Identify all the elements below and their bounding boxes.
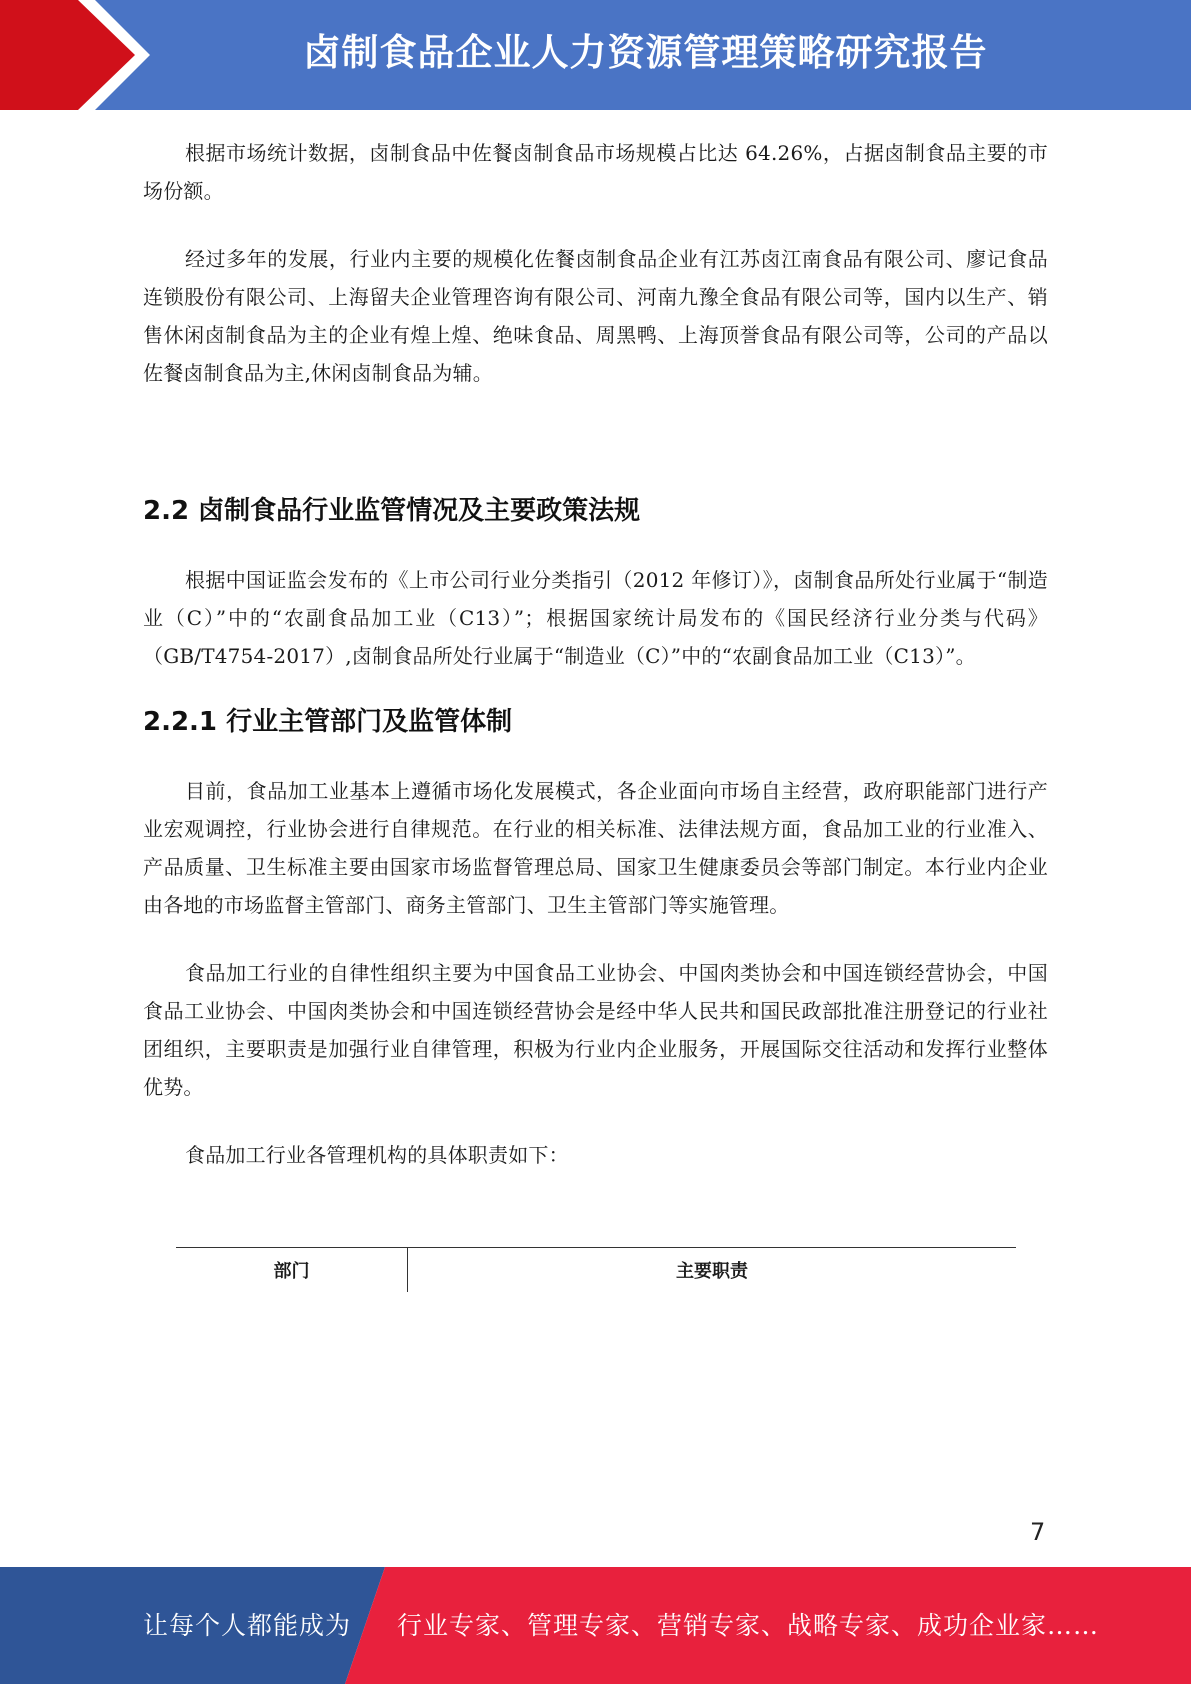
- section-heading-2-2: 2.2 卤制食品行业监管情况及主要政策法规: [143, 496, 641, 526]
- paragraph-industry-classification: 根据中国证监会发布的《上市公司行业分类指引（2012 年修订）》，卤制食品所处行业属于“制造业（C）”中的“农副食品加工业（C13）”；根据国家统计局发布的《国民经济行业分类与代码》（GB/T4754-2017）,卤制食品所处行业属于“制造业（C）”中的“农副食品加工业（C13）”。: [143, 568, 1048, 668]
- responsibility-table: [176, 1247, 1016, 1292]
- footer-slogan-right: 行业专家、管理专家、营销专家、战略专家、成功企业家……: [397, 1611, 1100, 1640]
- report-title: 卤制食品企业人力资源管理策略研究报告: [303, 31, 988, 74]
- page-header: [0, 0, 1191, 110]
- paragraph-major-companies: 经过多年的发展，行业内主要的规模化佐餐卤制食品企业有江苏卤江南食品有限公司、廖记食品连锁股份有限公司、上海留夫企业管理咨询有限公司、河南九豫全食品有限公司等，国内以生产、销售休闲卤制食品为主的企业有煌上煌、绝味食品、周黑鸭、上海顶誉食品有限公司等，公司的产品以佐餐卤制食品为主,休闲卤制食品为辅。: [143, 247, 1048, 385]
- column-header-responsibility: 主要职责: [676, 1261, 748, 1282]
- footer-slogan-left: 让每个人都能成为: [143, 1611, 352, 1640]
- column-header-department: 部门: [176, 1248, 408, 1292]
- page-number: 7: [1030, 1518, 1046, 1546]
- table-header-row: [176, 1248, 1016, 1292]
- paragraph-self-regulatory-orgs: 食品加工行业的自律性组织主要为中国食品工业协会、中国肉类协会和中国连锁经营协会，中国食品工业协会、中国肉类协会和中国连锁经营协会是经中华人民共和国民政部批准注册登记的行业社团组织，主要职责是加强行业自律管理，积极为行业内企业服务，开展国际交往活动和发挥行业整体优势。: [143, 961, 1048, 1099]
- paragraph-table-intro: 食品加工行业各管理机构的具体职责如下：: [185, 1143, 569, 1167]
- section-heading-2-2-1: 2.2.1 行业主管部门及监管体制: [143, 707, 513, 737]
- paragraph-market-share: 根据市场统计数据，卤制食品中佐餐卤制食品市场规模占比达 64.26%，占据卤制食品主要的市场份额。: [143, 141, 1048, 203]
- paragraph-regulatory-system: 目前，食品加工业基本上遵循市场化发展模式，各企业面向市场自主经营，政府职能部门进行产业宏观调控，行业协会进行自律规范。在行业的相关标准、法律法规方面，食品加工业的行业准入、产品质量、卫生标准主要由国家市场监督管理总局、国家卫生健康委员会等部门制定。本行业内企业由各地的市场监督主管部门、商务主管部门、卫生主管部门等实施管理。: [143, 779, 1048, 917]
- document-body: [143, 130, 1048, 1174]
- page-footer: [0, 1567, 1191, 1684]
